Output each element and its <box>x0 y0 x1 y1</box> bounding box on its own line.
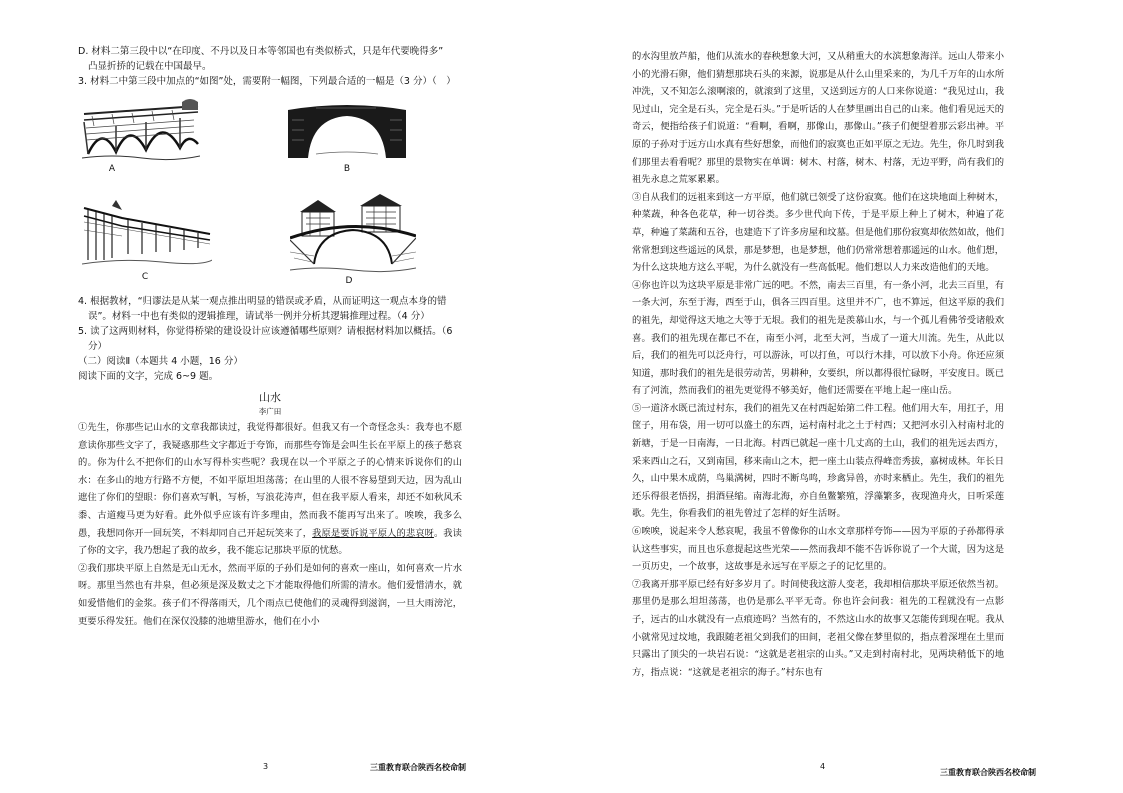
essay-paragraph-2: ②我们那块平原上自然是无山无水，然而平原的子孙们是如何的喜欢一座山，如何喜欢一片水呀。那里当然也有井泉，但必须是深及数丈之下才能取得他们所需的清水。他们爱惜清水，就如爱惜他们的金浆。孩子们不得落雨天，几个雨点已使他们的灵魂得到滋润，一旦大雨滂沱，更要乐得发狂。他们在深仅没膝的池塘里游水，他们在小小 <box>78 562 462 627</box>
question-4-cont: 误”。材料一中也有类似的逻辑推理，请试举一例并分析其逻辑推理过程。（4 分） <box>88 311 430 322</box>
reading-instruction: 阅读下面的文字，完成 6~9 题。 <box>78 371 219 382</box>
arch-bridge-image <box>82 96 200 162</box>
essay-paragraph-4: ④你也许以为这块平原是非常广远的吧。不然，南去三百里，有一条小河，北去三百里，有一条大河，东至于海，西至于山，俱各三四百里。这里并不广，也不算远，但这平原的我们的祖先，却觉得这天地之大等于无垠。我们的祖先是羡慕山水，与一个孤儿看佛爷受诸般欢喜。我们的祖先现在都已不在，南至小河，北至大河，当成了一道大川流。先生，从此以后，我们的祖先可以泛舟行，可以游泳，可以打鱼，可以行木排，可以放下小舟。你还应须知道，那时我们的祖先是很劳动苦，男耕种，女要织，所以都得很忙碌呀，平安度日。既已有了河流，然而我们的祖先更觉得不够美好，他们还需要在平地上起一座山岳。 <box>632 279 1004 397</box>
plank-bridge-image <box>82 200 212 270</box>
essay-title: 山水 <box>259 391 281 404</box>
paragraph-1-end: 。我读了你的文字，我乃想起了我的故乡，我不能忘记那块平原的忧愁。 <box>78 527 462 557</box>
essay-paragraph-3: ③自从我们的远祖来到这一方平原，他们就已领受了这份寂寞。他们在这块地面上种树木，种菜蔬，种各色花草，种一切谷类。多少世代向下传，于是平原上种上了树木，种遍了花草，种遍了菜蔬和五谷，也建造下了许多房屋和坟墓。但是他们那份寂寞却依然如故，他们常常想到这些遥远的风景，那是梦想，也是梦想，他们仍常常想着那遥远的山水。他们想，为什么这块地方这么平呢，为什么就没有一些高低呢。他们想以人力来改造他们的天地。 <box>632 191 1004 274</box>
essay-paragraph-2-cont: 的水沟里放芦船，他们从流水的春秧想象大河，又从稍重大的水滨想象海洋。远山人带来小小的光滑石卵，他们猜想那块石头的来源，说那是从什么山里采来的，为几千万年的山水所冲洗，又不知怎么滚啊滚的，就滚到了这里，又送到远方的人口来你说道：“我见过山，我见过山，完全是石头，完全是石头。”于是听话的人在梦里画出自己的山来。他们看见远天的奇云，便指给孩子们说道：“看啊，看啊，那像山，那像山。”孩子们便望着那云彩出神。平原的子孙对于远方山水真有些好想象，而他们的寂寞也正如平原之无边。先生，你几时到我们那里去看看呢？那里的景物实在单调：树木、村落，树木、村落，无边平野，尚有我们的祖先永息之荒冢累累。 <box>632 51 1004 186</box>
figure-b <box>286 100 408 174</box>
question-4: 4. 根据教材，“归谬法是从某一观点推出明显的错误或矛盾，从而证明这一观点本身的错 <box>78 296 447 307</box>
essay-paragraph-5: ⑤一道济水既已流过村东，我们的祖先又在村西起始第二件工程。他们用大车，用扛子，用筐子，用布袋，用一切可以盛土的东西，运村南村北之土于村西；又把河水引入村南村北的新塘，于是一日南海，一日北海。村西已就起一座十几丈高的土山，我们的祖先远去西方，采来西山之石，又到南国，移来南山之木，把一座土山装点得峰峦秀拔，嘉树成林。年长日久，山中果木成荫，鸟巢满树，四时不断鸟鸣，珍禽异兽，亦时来栖止。先生，我们的祖先还乐得很老悟拐，捐酒昼缩。南海北海，亦自鱼鳖繁殖，浮藻繁多，夜现渔舟火，日听采莲歌。先生，你看我们的祖先曾过了怎样的好生活呀。 <box>632 402 1004 520</box>
question-5-cont: 分） <box>88 341 108 352</box>
footer-right: 三重教育联合陕西名校命制 <box>940 768 1036 777</box>
underlined-sentence: 我原是要诉说平原人的悲哀呀 <box>312 527 434 539</box>
essay-paragraph-1 <box>78 419 462 560</box>
single-arch-bridge-image <box>286 100 408 162</box>
bridge-figures <box>78 94 462 290</box>
left-page-column <box>78 44 462 630</box>
figure-a <box>82 96 200 174</box>
essay-author: 李广田 <box>258 407 282 416</box>
figure-a-label: A <box>108 164 116 174</box>
page-number-left: 3 <box>263 762 269 771</box>
question-d-option: D. 材料二第三段中以“在印度、不丹以及日本等邻国也有类似桥式，只是年代要晚得多” <box>78 46 444 57</box>
question-3: 3. 材料二中第三段中加点的“如图”处，需要附一幅图，下列最合适的一幅是（3 分）（ ） <box>78 76 456 87</box>
question-d-option-cont: 凸显折挢的记载在中国最早。 <box>88 61 212 72</box>
town-arch-bridge-image <box>290 192 416 276</box>
figure-d <box>290 192 416 286</box>
figure-d-label: D <box>345 276 353 286</box>
essay-paragraph-6: ⑥唉唉，说起来令人愁哀呢，我虽不曾像你的山水文章那样夸饰——因为平原的子孙都得承认这些事实，而且也乐意提起这些光荣——然而我却不能不告诉你说了一个大谎，因为这是一页历史，一个故事，这故事是永远写在平原之子的记忆里的。 <box>632 526 1004 573</box>
figure-b-label: B <box>343 164 351 174</box>
figure-c <box>82 200 212 282</box>
footer-left: 三重教育联合陕西名校命制 <box>370 763 466 772</box>
figure-c-label: C <box>141 272 149 282</box>
paragraph-1-text: ①先生，你那些记山水的文章我都读过，我觉得都很好。但我又有一个奇怪念头：我寿也不愿意读你那些文字了，我疑惑那些文字都近于夸饰，而那些夸饰是会叫生长在平原上的孩子愁哀的。你为什么不把你们的山水写得朴实些呢？我现在以一个平原之子的心情来诉说你们的山水：在多山的地方行路不方便，不如平原坦坦荡荡；在山里的人很不容易望到天边，因为乱山遮住了你们的望眼：你们喜欢写帆，写桥，写浪花涛声，但在我平原人看来，却还不如秋风禾黍、古道瘦马更为好看。此外似乎应该有许多理由，然而我不能再写出来了。唉唉，我多么愚，我想同你开一回玩笑，不料却同自己开起玩笑来了， <box>78 422 462 539</box>
question-5: 5. 读了这两则材料，你觉得桥梁的建设设计应该遵循哪些原则？请根据材料加以概括。（6 <box>78 326 453 337</box>
right-page-column <box>632 48 1004 681</box>
page-number-right: 4 <box>820 762 826 771</box>
section-heading: （二）阅读Ⅱ（本题共 4 小题，16 分） <box>78 356 243 367</box>
essay-paragraph-7: ⑦我离开那平原已经有好多岁月了。时间使我这游人变老，我却相信那块平原还依然当初。那里仍是那么坦坦荡荡，也仍是那么平平无奇。你也许会问我：祖先的工程就没有一点影子，远古的山水就没有一点痕迹吗？当然有的，不然这山水的故事又怎能传到现在呢。我从小就常见过坟地，我跟随老祖父到我们的田间，老祖父像在梦里似的，指点着深埋在土里而只露出了顶尖的一块岩石说：“这就是老祖宗的山头。”又走到村南村北，见两块稍低下的地方，指点说：“这就是老祖宗的海子。”村东也有 <box>632 578 1004 678</box>
